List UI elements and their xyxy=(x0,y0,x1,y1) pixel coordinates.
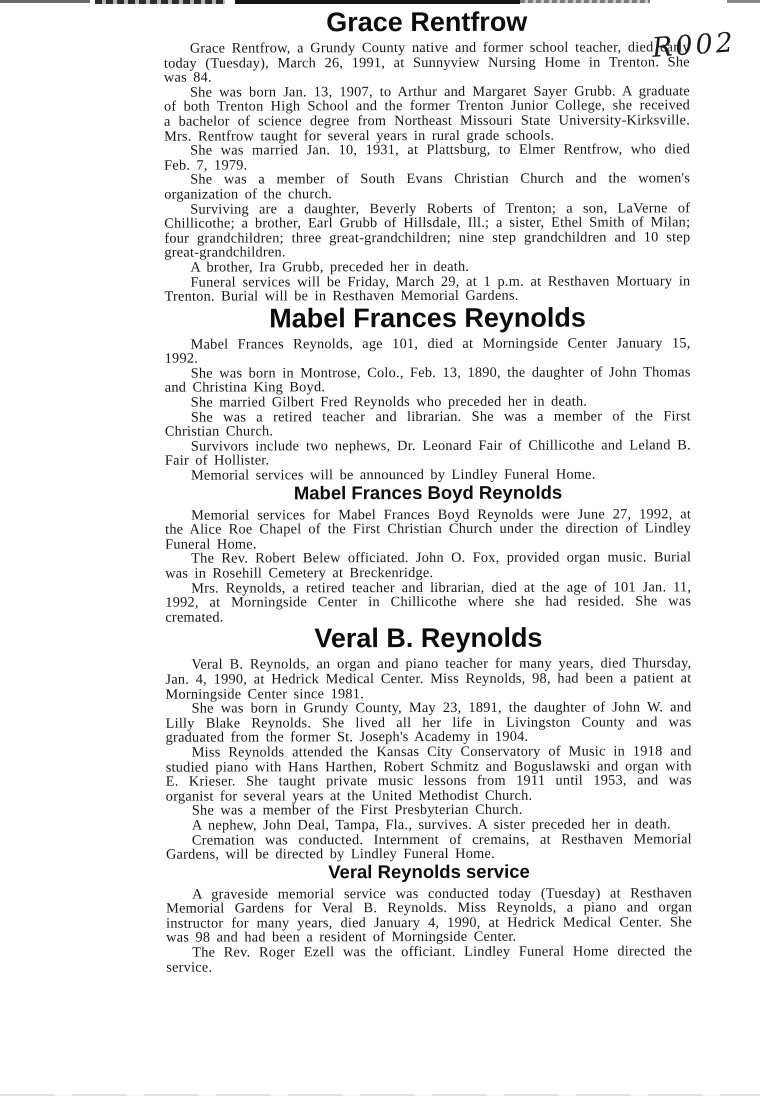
scan-artifact-top-strip xyxy=(235,0,520,4)
handwritten-stamp: R002 xyxy=(651,27,737,64)
obituary-paragraph: She was born Jan. 13, 1907, to Arthur and Margaret Sayer Grubb. A graduate of both Trenton High School and the former Trenton Junior College, she received a bachelor of science degree from Northeast Missouri State University-Kirksville. Mrs. Rentfrow taught for several years in rural grade schools. xyxy=(163,83,691,145)
obituary-paragraph: She was a member of the First Presbyterian Church. xyxy=(191,802,523,819)
scan-artifact-top-strip xyxy=(727,0,760,3)
obituary-paragraph: She was a retired teacher and librarian. She was a member of the First Christian Church. xyxy=(164,407,691,440)
obituary-paragraph: The Rev. Roger Ezell was the officiant. Lindley Funeral Home directed the service. xyxy=(166,943,693,976)
obituary-paragraph: Miss Reynolds attended the Kansas City Conservatory of Music in 1918 and studied piano with Hans Harthen, Robert Schmitz and Boguslawski and organ with E. Krieser. She taught private music lessons from 1911 until 1953, and was organist for several years at the United Methodist Church. xyxy=(165,743,692,805)
obituary-paragraph: Cremation was conducted. Internment of cremains, at Resthaven Memorial Gardens, will be directed by Lindley Funeral Home. xyxy=(165,830,692,863)
obituary-paragraph: A nephew, John Deal, Tampa, Fla., survives. A sister preceded her in death. xyxy=(191,816,671,834)
scan-artifact-bottom-line xyxy=(0,1094,760,1096)
scan-artifact-top-strip xyxy=(0,0,90,3)
obituary-paragraph: She was married Jan. 10, 1931, at Plattsburg, to Elmer Rentfrow, who died Feb. 7, 1979. xyxy=(164,141,691,174)
obituary-paragraph: Mrs. Reynolds, a retired teacher and librarian, died at the age of 101 Jan. 11, 1992, at Morningside Center in Chillicothe where she had resided. She was cremated. xyxy=(165,578,692,626)
obituary-grace-rentfrow xyxy=(164,7,691,304)
obituary-mabel-frances-reynolds xyxy=(165,303,691,483)
scan-artifact-top-strip xyxy=(520,0,650,3)
obituary-title: Veral Reynolds service xyxy=(328,860,530,882)
obituary-paragraph: Veral B. Reynolds, an organ and piano teacher for many years, died Thursday, Jan. 4, 1990, at Hedrick Medical Center. Miss Reynolds, 98, had been a patient at Morningside Center since 1981. xyxy=(165,655,692,703)
obituary-title: Veral B. Reynolds xyxy=(314,623,543,654)
obituary-title: Grace Rentfrow xyxy=(326,6,528,38)
text-column xyxy=(164,7,693,975)
obituary-paragraph: Surviving are a daughter, Beverly Roberts of Trenton; a son, LaVerne of Chillicothe; a brother, Earl Grubb of Hillsdale, Ill.; a sister, Ethel Smith of Milan; four grandchildren; three great-grandchildren; nine step grandchildren and 10 step great-grandchildren. xyxy=(164,199,691,262)
obituary-paragraph: A graveside memorial service was conducted today (Tuesday) at Resthaven Memorial Gardens for Veral B. Reynolds. Miss Reynolds, a piano and organ instructor for many years, died January 4, 1990, at Hedrick Medical Center. She was 98 and had been a resident of Morningside Center. xyxy=(166,884,693,947)
obituary-paragraph: A brother, Ira Grubb, preceded her in death. xyxy=(190,258,470,276)
obituary-mabel-frances-boyd-reynolds xyxy=(165,482,691,625)
obituary-paragraph: Grace Rentfrow, a Grundy County native and former school teacher, died early today (Tuesday), March 26, 1991, at Sunnyview Nursing Home in Trenton. She was 84. xyxy=(163,39,690,86)
obituary-paragraph: Funeral services will be Friday, March 29, at 1 p.m. at Resthaven Mortuary in Trenton. Burial will be in Resthaven Memorial Gardens. xyxy=(164,272,691,305)
obituary-paragraph: She was a member of South Evans Christian Church and the women's organization of the church. xyxy=(164,170,691,203)
obituary-paragraph: Memorial services will be announced by Lindley Funeral Home. xyxy=(190,466,596,484)
scan-artifact-top-strip xyxy=(95,0,225,4)
obituary-paragraph: Memorial services for Mabel Frances Boyd Reynolds were June 27, 1992, at the Alice Roe Chapel of the First Christian Church under the direction of Lindley Funeral Home. xyxy=(165,505,692,553)
obituary-veral-b-reynolds xyxy=(165,624,692,863)
obituary-paragraph: She married Gilbert Fred Reynolds who preceded her in death. xyxy=(190,393,588,411)
obituary-title: Mabel Frances Reynolds xyxy=(269,302,586,334)
obituary-paragraph: Survivors include two nephews, Dr. Leonard Fair of Chillicothe and Leland B. Fair of Hollister. xyxy=(164,437,691,470)
obituary-paragraph: She was born in Montrose, Colo., Feb. 13, 1890, the daughter of John Thomas and Christina King Boyd. xyxy=(164,364,691,397)
obituary-paragraph: The Rev. Robert Belew officiated. John O. Fox, provided organ music. Burial was in Rosehill Cemetery at Breckenridge. xyxy=(165,549,692,582)
obituary-paragraph: She was born in Grundy County, May 23, 1891, the daughter of John W. and Lilly Blake Reynolds. She lived all her life in Livingston County and was graduated from the former St. Joseph's Academy in 1904. xyxy=(165,699,692,747)
obituary-veral-reynolds-service xyxy=(166,861,692,975)
obituary-title: Mabel Frances Boyd Reynolds xyxy=(293,481,563,503)
obituary-paragraph: Mabel Frances Reynolds, age 101, died at Morningside Center January 15, 1992. xyxy=(164,334,691,367)
